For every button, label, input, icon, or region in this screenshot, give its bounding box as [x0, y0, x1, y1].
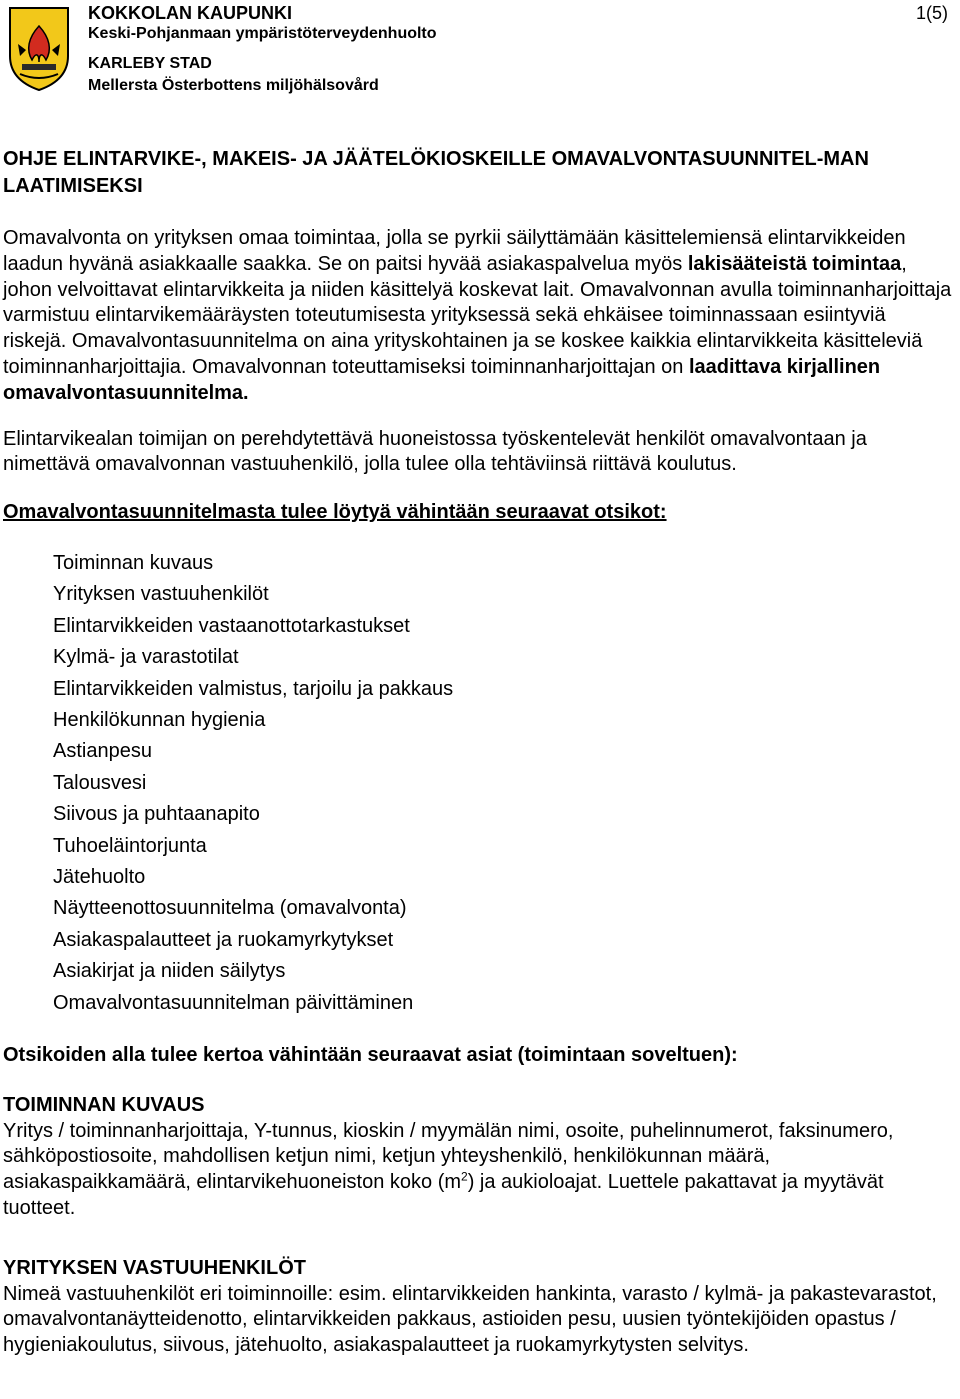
org-sv-city: KARLEBY STAD	[88, 55, 212, 72]
list-item: Asiakaspalautteet ja ruokamyrkytykset	[53, 928, 394, 951]
list-item: Asiakirjat ja niiden säilytys	[53, 960, 286, 983]
list-item: Henkilökunnan hygienia	[53, 709, 266, 731]
list-item: Tuhoeläintorjunta	[53, 834, 207, 857]
org-sv-unit: Mellersta Österbottens miljöhälsovård	[88, 77, 379, 94]
subheading: Otsikoiden alla tulee kertoa vähintään seuraavat asiat (toimintaan soveltuen):	[3, 1044, 738, 1067]
intro-bold-2: laadittava kirjallinen omavalvontasuunnitelma.	[3, 355, 881, 404]
list-item: Jätehuolto	[53, 866, 146, 889]
list-item: Astianpesu	[53, 740, 152, 763]
section-heading: Omavalvontasuunnitelmasta tulee löytyä vähintään seuraavat otsikot:	[3, 501, 667, 524]
coat-of-arms-logo	[6, 4, 72, 92]
required-headings-list	[3, 548, 953, 1019]
list-item: Elintarvikkeiden vastaanottotarkastukset	[53, 614, 410, 637]
list-item: Elintarvikkeiden valmistus, tarjoilu ja pakkaus	[53, 677, 454, 700]
page-number: 1(5)	[915, 3, 948, 23]
section-title-toiminnan-kuvaus: TOIMINNAN KUVAUS	[3, 1093, 205, 1116]
list-item: Kylmä- ja varastotilat	[53, 646, 239, 669]
list-item: Omavalvontasuunnitelman päivittäminen	[53, 991, 414, 1014]
org-fi-unit: Keski-Pohjanmaan ympäristöterveydenhuolto	[88, 25, 437, 42]
document-header	[0, 0, 960, 100]
list-item: Näytteenottosuunnitelma (omavalvonta)	[53, 897, 407, 920]
paragraph-2: Elintarvikealan toimijan on perehdytettävä huoneistossa työskentelevät henkilöt omavalvontaan ja nimettävä omavalvonnan vastuuhenkilö, jolla tulee olla tehtäviinsä riittävä koulutus.	[3, 427, 867, 476]
list-item: Talousvesi	[53, 771, 147, 794]
document-body	[3, 146, 953, 1359]
section-title-vastuuhenkilot: YRITYKSEN VASTUUHENKILÖT	[3, 1256, 306, 1279]
document-title: OHJE ELINTARVIKE-, MAKEIS- JA JÄÄTELÖKIOSKEILLE OMAVALVONTASUUNNITEL-MAN LAATIMISEKSI	[3, 148, 869, 197]
list-item: Yrityksen vastuuhenkilöt	[53, 583, 269, 606]
section-text-toiminnan-kuvaus: Yritys / toiminnanharjoittaja, Y-tunnus, kioskin / myymälän nimi, osoite, puhelinnumerot, faksinumero, sähköpostiosoite, mahdollisen ketjun nimi, ketjun yhteyshenkilö, henkilökunnan määrä, asiakaspaikkamäärä, elintarvikehuoneiston koko $(m^2)$ ja aukioloajat. Luettele pakattavat ja myytävät tuotteet.	[3, 1119, 894, 1220]
org-fi-city: KOKKOLAN KAUPUNKI	[88, 3, 292, 23]
section-text-vastuuhenkilot: Nimeä vastuuhenkilöt eri toiminnoille: esim. elintarvikkeiden hankinta, varasto / kylmä- ja pakastevarastot, omavalvontanäytteidenotto, elintarvikkeiden pakkaus, astioiden pesu, uusien työntekijöiden opastus / hygieniakoulutus, siivous, jätehuolto, asiakaspalautteet ja ruokamyrkytysten selvitys.	[3, 1282, 937, 1357]
list-item: Toiminnan kuvaus	[53, 551, 214, 574]
intro-paragraph: Omavalvonta on yrityksen omaa toimintaa, jolla se pyrkii säilyttämään käsittelemiensä elintarvikkeiden laadun hyvänä asiakkaalle saakka. Se on paitsi hyvää asiakaspalvelua myös lakisääteistä toimintaa, johon velvoittavat elintarvikkeita ja niiden käsittelyä koskevat lait. Omavalvonnan avulla toiminnanharjoittaja varmistuu elintarvikemääräysten toteutumisesta yrityksessä sekä ehkäisee toiminnassaan esiintyviä riskejä. Omavalvontasuunnitelma on aina yrityskohtainen ja se koskee kaikkia elintarvikkeita käsitteleviä toiminnanharjoittajia. Omavalvonnan toteuttamiseksi toiminnanharjoittajan on laadittava kirjallinen omavalvontasuunnitelma.	[3, 227, 952, 404]
list-item: Siivous ja puhtaanapito	[53, 803, 260, 826]
intro-bold-1: lakisääteistä toimintaa	[687, 252, 902, 275]
